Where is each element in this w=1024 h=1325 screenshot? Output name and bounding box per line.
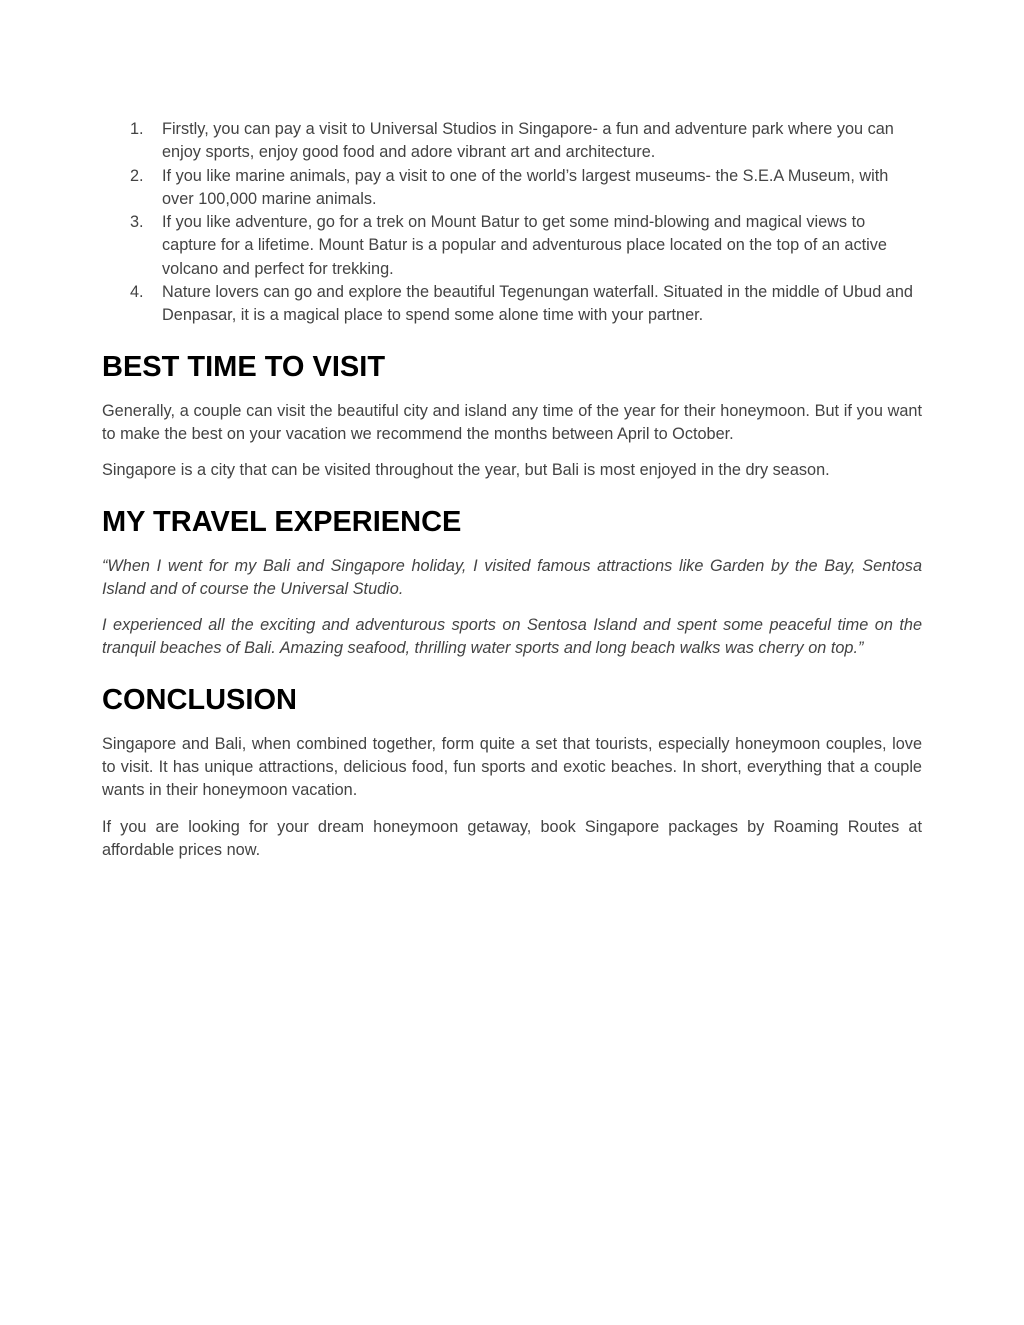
list-item [102, 118, 922, 165]
travel-experience-quote: “When I went for my Bali and Singapore holiday, I visited famous attractions like Garden by the Bay, Sentosa Island and of course the Universal Studio. [102, 556, 922, 598]
list-item-text: If you like marine animals, pay a visit to one of the world’s largest museums- the S.E.A Museum, with over 100,000 marine animals. [162, 166, 889, 208]
list-item [102, 165, 922, 212]
list-item-number: 4. [130, 283, 144, 302]
conclusion-heading: CONCLUSION [102, 683, 297, 716]
document-page [102, 118, 922, 862]
list-item [102, 211, 922, 281]
list-item-number: 3. [130, 213, 144, 232]
best-time-heading: BEST TIME TO VISIT [102, 350, 386, 383]
attractions-list [102, 118, 922, 328]
travel-experience-quote: I experienced all the exciting and adventurous sports on Sentosa Island and spent some peaceful time on the tranquil beaches of Bali. Amazing seafood, thrilling water sports and long beach walks was cherry on top.” [102, 616, 922, 658]
conclusion-paragraph: Singapore and Bali, when combined together, form quite a set that tourists, especially honeymoon couples, love to visit. It has unique attractions, delicious food, fun sports and exotic beaches. In short, everything that a couple wants in their honeymoon vacation. [102, 734, 922, 800]
list-item-number: 1. [130, 120, 144, 138]
best-time-paragraph: Generally, a couple can visit the beautiful city and island any time of the year for their honeymoon. But if you want to make the best on your vacation we recommend the months between April to October. [102, 401, 922, 443]
best-time-paragraph: Singapore is a city that can be visited throughout the year, but Bali is most enjoyed in the dry season. [102, 461, 830, 480]
list-item-text: If you like adventure, go for a trek on Mount Batur to get some mind-blowing and magical views to capture for a lifetime. Mount Batur is a popular and adventurous place located on the top of an active volcano and perfect for trekking. [162, 213, 887, 278]
list-item-number: 2. [130, 166, 144, 185]
conclusion-paragraph: If you are looking for your dream honeymoon getaway, book Singapore packages by Roaming Routes at affordable prices now. [102, 817, 922, 859]
list-item-text: Nature lovers can go and explore the beautiful Tegenungan waterfall. Situated in the middle of Ubud and Denpasar, it is a magical place to spend some alone time with your partner. [162, 283, 913, 325]
list-item-text: Firstly, you can pay a visit to Universal Studios in Singapore- a fun and adventure park where you can enjoy sports, enjoy good food and adore vibrant art and architecture. [162, 120, 894, 162]
list-item [102, 281, 922, 328]
travel-experience-heading: MY TRAVEL EXPERIENCE [102, 505, 462, 538]
